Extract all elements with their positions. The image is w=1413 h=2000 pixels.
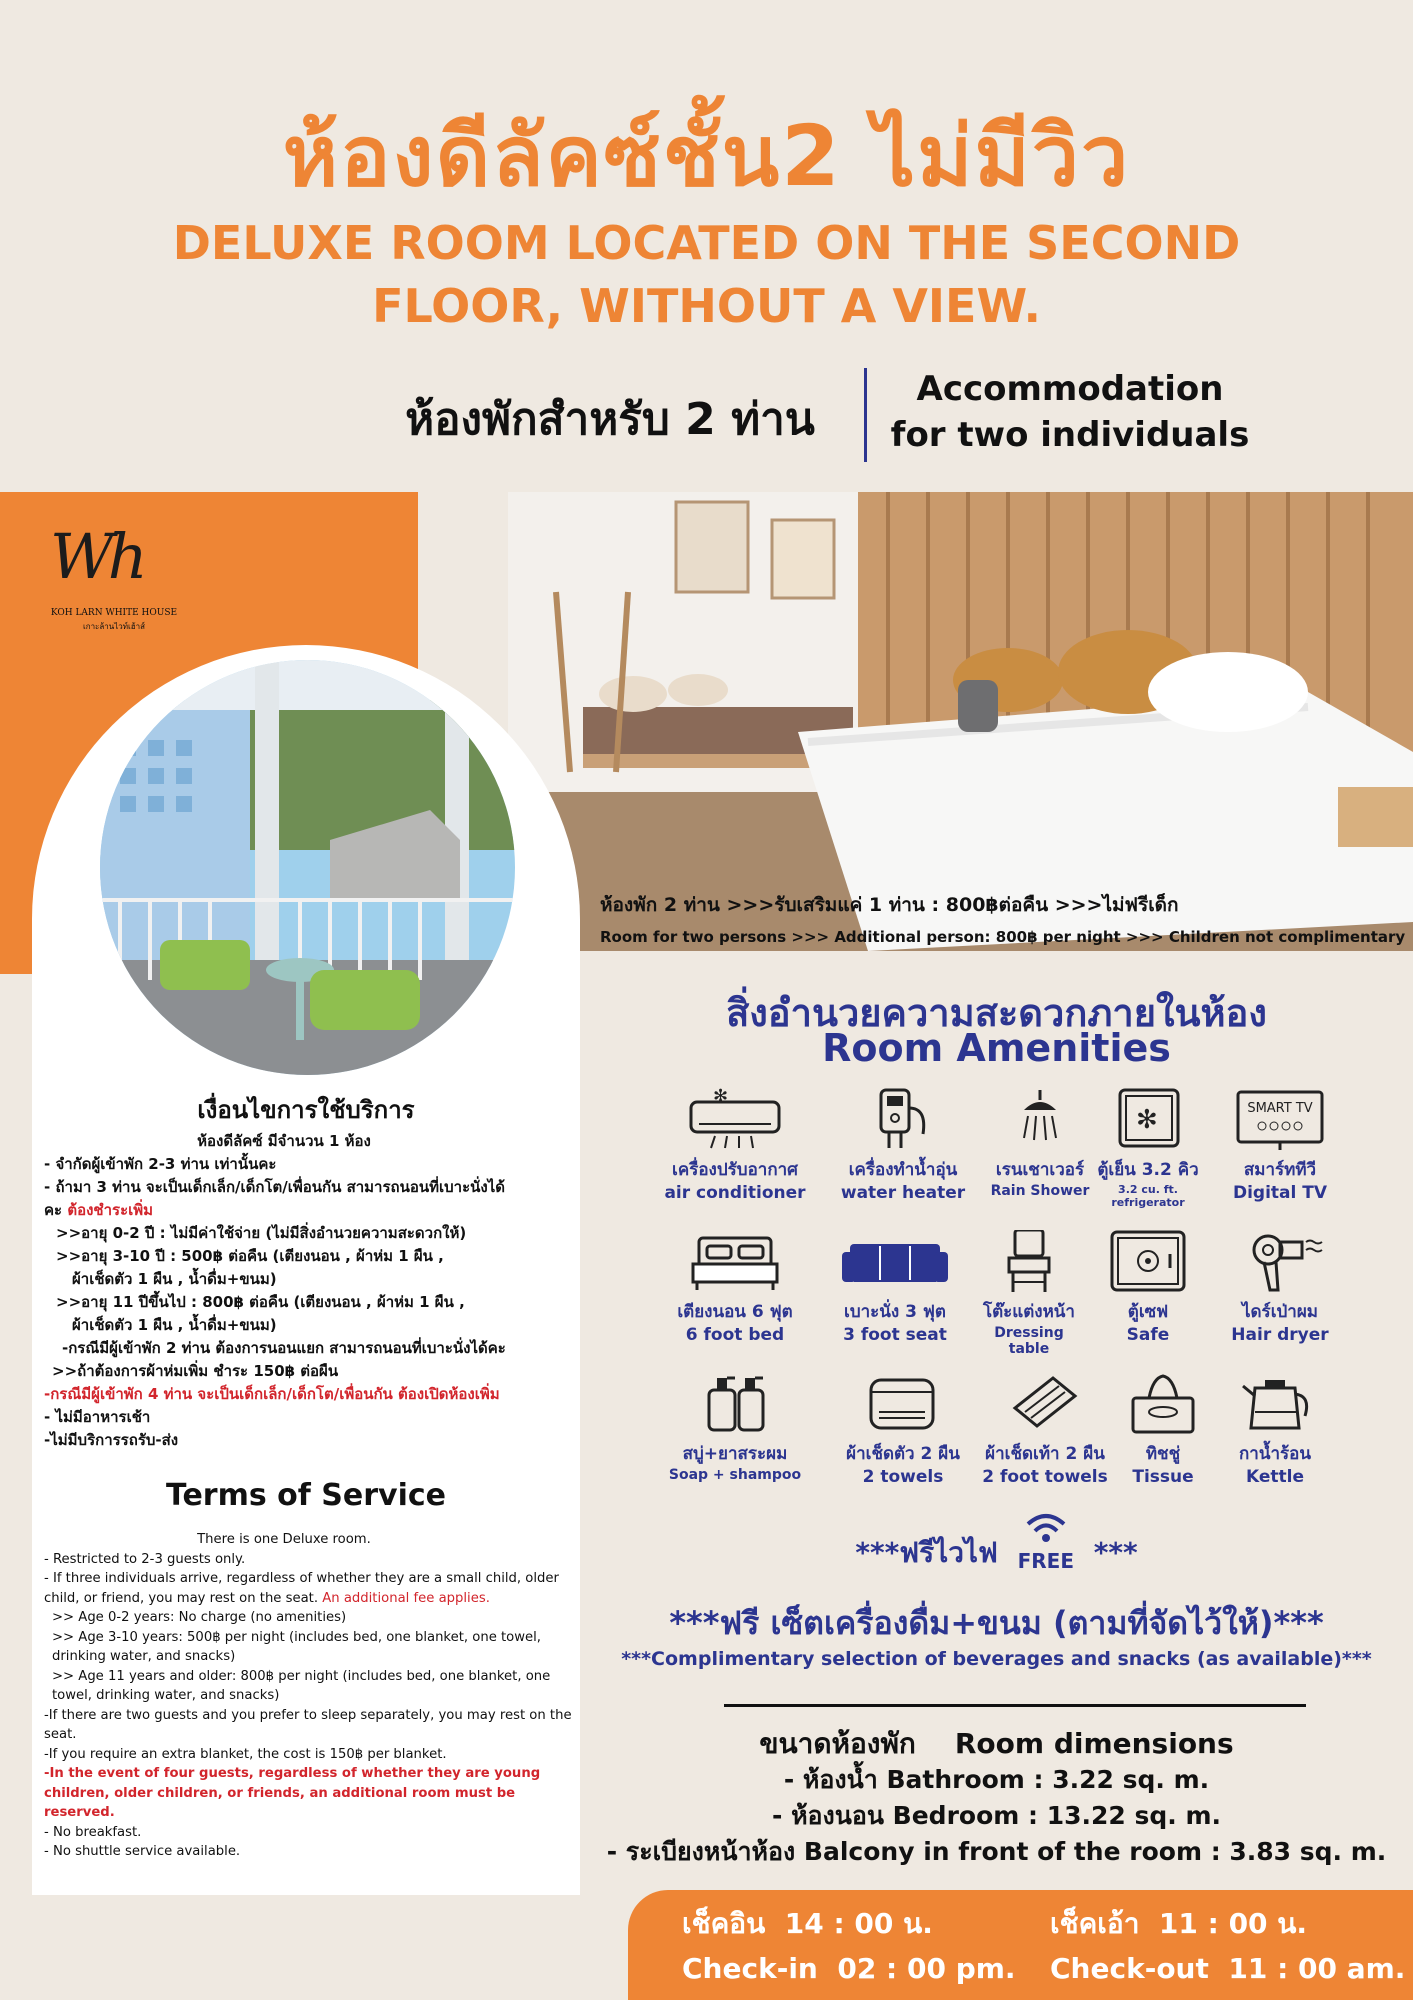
amenity-label-th: ไดร์เป่าผม (1241, 1302, 1319, 1322)
beverages-en: ***Complimentary selection of beverages and snacks (as available)*** (621, 1648, 1372, 1670)
photo-caption-th: ห้องพัก 2 ท่าน >>>รับเสริมแค่ 1 ท่าน : 800฿ต่อคืน >>>ไม่ฟรีเด็ก (600, 894, 1179, 916)
amenity-label-en: Rain Shower (990, 1183, 1090, 1199)
amenity-label-en: 3 foot seat (843, 1325, 947, 1345)
condition-text: คะ (44, 1201, 68, 1219)
kettle-icon (1225, 1372, 1325, 1436)
amenity-item (650, 1372, 820, 1483)
wifi-suffix: *** (1093, 1536, 1138, 1569)
free-wifi (580, 1512, 1413, 1575)
towel-icon (853, 1372, 953, 1436)
amenity-label-en: 3.2 cu. ft. refrigerator (1111, 1183, 1185, 1209)
amenity-label-en: 6 foot bed (685, 1325, 785, 1345)
amenity-label-en: air conditioner (664, 1183, 806, 1203)
amenity-item (650, 1088, 820, 1203)
amenity-label-en: 2 foot towels (982, 1467, 1108, 1487)
condition-item-warning: -กรณีมีผู้เข้าพัก 4 ท่าน จะเป็นเด็กเล็ก/เด็กโต/เพื่อนกัน ต้องเปิดห้องเพิ่ม (44, 1385, 500, 1403)
bed-icon (685, 1230, 785, 1294)
amenity-label-th: สมาร์ททีวี (1243, 1160, 1317, 1180)
amenity-label-th: ตู้เซฟ (1127, 1302, 1169, 1322)
amenity-label-en: Dressing table (994, 1325, 1064, 1357)
terms-title: Terms of Service (165, 1478, 446, 1513)
conditions-list (44, 1130, 574, 1452)
condition-item: ผ้าเช็ดตัว 1 ผืน , น้ำดื่ม+ขนม) (72, 1270, 277, 1288)
terms-text: - If three individuals arrive, regardless of whether they are a small child, older child, or friend, you may rest on the seat. (44, 1571, 559, 1606)
hair-dryer-icon (1230, 1230, 1330, 1294)
condition-item: >>อายุ 11 ปีขึ้นไป : 800฿ ต่อคืน (เตียงนอน , ผ้าห่ม 1 ผืน , (56, 1293, 465, 1311)
brand-logo: Wh (50, 520, 142, 593)
checkin-time-en: Check-in 02 : 00 pm. (682, 1952, 1016, 1985)
amenity-item (650, 1230, 820, 1345)
amenity-label-en: Safe (1126, 1325, 1170, 1345)
conditions-intro: ห้องดีลัคซ์ มีจำนวน 1 ห้อง (197, 1132, 371, 1150)
wifi-free-label: FREE (1017, 1549, 1074, 1573)
dimension-bathroom: - ห้องน้ำ Bathroom : 3.22 sq. m. (783, 1765, 1210, 1794)
checkin-time-th: เช็คอิน 14 : 00 น. (682, 1907, 933, 1940)
terms-intro: There is one Deluxe room. (197, 1532, 371, 1547)
condition-item: - จำกัดผู้เข้าพัก 2-3 ท่าน เท่านั้นคะ (44, 1155, 277, 1173)
air-conditioner-icon (685, 1088, 785, 1152)
wifi-prefix: ***ฟรีไวไฟ (855, 1536, 998, 1569)
amenity-item (1190, 1372, 1360, 1487)
soap-shampoo-icon (685, 1372, 785, 1436)
photo-caption-en: Room for two persons >>> Additional person: 800฿ per night >>> Children not complimentary (600, 928, 1406, 946)
amenities-title-th: สิ่งอำนวยความสะดวกภายในห้อง (726, 991, 1267, 1035)
terms-item: - No shuttle service available. (44, 1844, 241, 1859)
amenity-label-th: เครื่องปรับอากาศ (672, 1160, 798, 1180)
condition-item: - ไม่มีอาหารเช้า (44, 1408, 151, 1426)
svg-text:✻: ✻ (713, 1088, 729, 1107)
amenity-label-en: Hair dryer (1231, 1325, 1329, 1345)
beverages-th: ***ฟรี เซ็ตเครื่องดื่ม+ขนม (ตามที่จัดไว้ให้)*** (669, 1604, 1324, 1642)
brand-name: KOH LARN WHITE HOUSE (50, 608, 178, 618)
checkout-time-th: เช็คเอ้า 11 : 00 น. (1050, 1907, 1308, 1940)
terms-list (44, 1530, 574, 1862)
amenities-title-en: Room Amenities (822, 1026, 1171, 1070)
amenity-label-th: กาน้ำร้อน (1239, 1444, 1311, 1464)
amenity-label-th: ผ้าเช็ดเท้า 2 ผืน (985, 1444, 1105, 1464)
accommodation-divider (864, 368, 867, 462)
terms-item-warning: -In the event of four guests, regardless of whether they are young children, older children, or friends, an additional room must be reserved. (44, 1766, 541, 1820)
amenity-item (1195, 1230, 1365, 1345)
water-heater-icon (853, 1088, 953, 1152)
dimension-bedroom: - ห้องนอน Bedroom : 13.22 sq. m. (771, 1801, 1222, 1830)
amenity-label-en: Kettle (1245, 1467, 1304, 1487)
dimensions-list (580, 1762, 1413, 1870)
amenity-label-th: ตู้เย็น 3.2 คิว (1097, 1160, 1199, 1180)
safe-icon (1098, 1230, 1198, 1294)
terms-item: >> Age 3-10 years: 500฿ per night (includes bed, one blanket, one towel, drinking water, and snacks) (52, 1629, 541, 1664)
wifi-icon (1024, 1512, 1068, 1542)
dimensions-title: ขนาดห้องพัก Room dimensions (759, 1727, 1234, 1760)
terms-item: >> Age 11 years and older: 800฿ per night (includes bed, one blanket, one towel, drinking water, and snacks) (52, 1668, 551, 1703)
checkout-time-en: Check-out 11 : 00 am. (1050, 1952, 1406, 1985)
amenity-label-th: สบู่+ยาสระผม (682, 1444, 788, 1464)
conditions-title: เงื่อนไขการใช้บริการ (197, 1096, 415, 1124)
amenity-label-th: เรนเชาเวอร์ (995, 1160, 1085, 1180)
terms-item: >> Age 0-2 years: No charge (no amenities) (52, 1610, 347, 1625)
condition-item (44, 1199, 574, 1222)
terms-item: -If you require an extra blanket, the cost is 150฿ per blanket. (44, 1746, 447, 1762)
dressing-table-icon (979, 1230, 1079, 1294)
condition-item: - ถ้ามา 3 ท่าน จะเป็นเด็กเล็ก/เด็กโต/เพื่อนกัน สามารถนอนที่เบาะนั่งได้ (44, 1178, 505, 1196)
condition-item: >>อายุ 0-2 ปี : ไม่มีค่าใช้จ่าย (ไม่มีสิ่งอำนวยความสะดวกให้) (56, 1224, 467, 1242)
amenity-label-th: โต๊ะแต่งหน้า (983, 1302, 1075, 1322)
terms-item: - Restricted to 2-3 guests only. (44, 1551, 246, 1567)
amenity-label-en: 2 towels (862, 1467, 944, 1487)
balcony-photo (100, 660, 515, 1075)
amenity-label-th: ผ้าเช็ดตัว 2 ผืน (846, 1444, 960, 1464)
amenity-label-en: Digital TV (1232, 1183, 1328, 1203)
refrigerator-icon (1098, 1088, 1198, 1152)
page-title-en: DELUXE ROOM LOCATED ON THE SECOND FLOOR, WITHOUT A VIEW. (172, 216, 1241, 333)
accommodation-th: ห้องพักสำหรับ 2 ท่าน (405, 394, 815, 445)
amenity-label-th: เบาะนั่ง 3 ฟุต (844, 1302, 946, 1322)
amenity-label-th: ทิชชู่ (1145, 1444, 1181, 1464)
accommodation-en: Accommodation for two individuals (890, 369, 1250, 455)
svg-text:✻: ✻ (1136, 1105, 1158, 1135)
amenity-label-th: เครื่องทำน้ำอุ่น (848, 1160, 958, 1180)
condition-item: >>อายุ 3-10 ปี : 500฿ ต่อคืน (เตียงนอน , ผ้าห่ม 1 ผืน , (56, 1247, 444, 1265)
amenity-label-en: water heater (840, 1183, 966, 1203)
condition-item: >>ถ้าต้องการผ้าห่มเพิ่ม ชำระ 150฿ ต่อผืน (52, 1362, 339, 1380)
condition-item: ผ้าเช็ดตัว 1 ผืน , น้ำดื่ม+ขนม) (72, 1316, 277, 1334)
tv-screen-label: SMART TV (1247, 1101, 1313, 1116)
amenity-label-en: Soap + shampoo (668, 1467, 802, 1483)
dimensions-divider (724, 1704, 1306, 1707)
brand-name-th: เกาะล้านไวท์เฮ้าส์ (82, 622, 145, 631)
amenity-label-th: เตียงนอน 6 ฟุต (677, 1302, 793, 1322)
amenity-label-en: Tissue (1132, 1467, 1194, 1487)
smart-tv-icon (1230, 1088, 1330, 1152)
dimension-balcony: - ระเบียงหน้าห้อง Balcony in front of the room : 3.83 sq. m. (606, 1837, 1387, 1866)
terms-fee-note: An additional fee applies. (322, 1590, 490, 1606)
sofa-icon (840, 1230, 950, 1294)
room-photo (508, 492, 1413, 951)
amenity-item (1195, 1088, 1365, 1203)
page-title-th: ห้องดีลัคซ์ชั้น2 ไม่มีวิว (282, 107, 1131, 205)
condition-item: -ไม่มีบริการรถรับ-ส่ง (44, 1431, 179, 1449)
terms-item: - No breakfast. (44, 1824, 142, 1840)
condition-extra-charge: ต้องชำระเพิ่ม (67, 1201, 154, 1219)
condition-item: -กรณีมีผู้เข้าพัก 2 ท่าน ต้องการนอนแยก สามารถนอนที่เบาะนั่งได้คะ (62, 1339, 506, 1357)
terms-item: -If there are two guests and you prefer to sleep separately, you may rest on the seat. (44, 1707, 572, 1742)
terms-item (44, 1569, 574, 1608)
